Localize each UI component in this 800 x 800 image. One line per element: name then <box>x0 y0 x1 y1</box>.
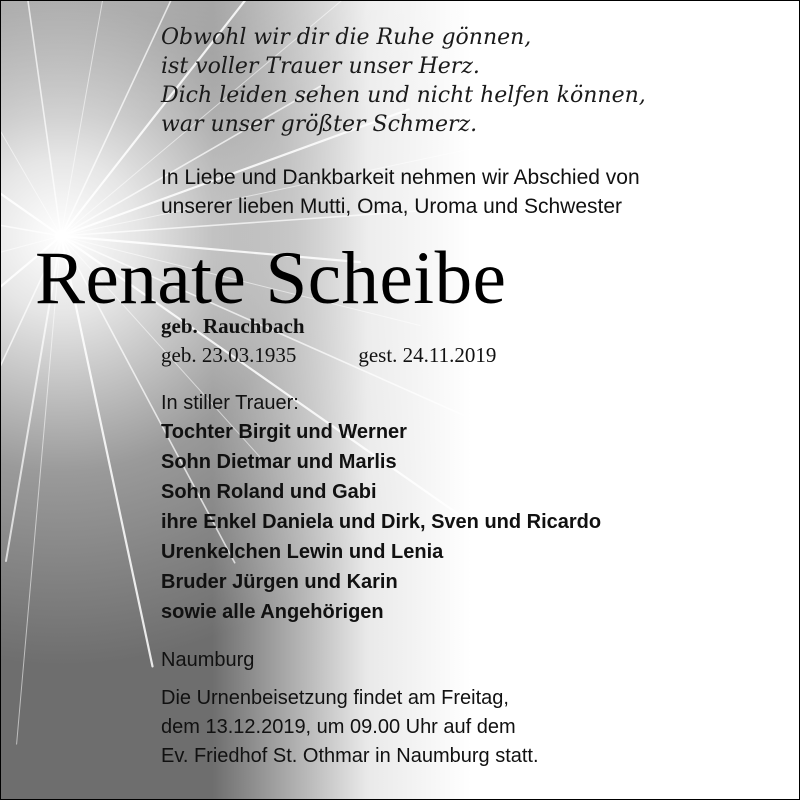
funeral-line: Ev. Friedhof St. Othmar in Naumburg statt. <box>161 745 539 767</box>
funeral-info <box>161 684 539 771</box>
list-item: Sohn Roland und Gabi <box>161 481 377 503</box>
intro-line: unserer lieben Mutti, Oma, Uroma und Schwester <box>161 195 623 218</box>
funeral-line: Die Urnenbeisetzung findet am Freitag, <box>161 687 509 709</box>
list-item: Tochter Birgit und Werner <box>161 421 407 443</box>
birth-date: geb. 23.03.1935 <box>161 343 297 367</box>
farewell-intro <box>161 163 640 221</box>
list-item: Bruder Jürgen und Karin <box>161 571 398 593</box>
death-date: gest. 24.11.2019 <box>358 343 497 367</box>
deceased-name: Renate Scheibe <box>35 237 507 320</box>
poem-line: Obwohl wir dir die Ruhe gönnen, <box>161 25 532 50</box>
intro-line: In Liebe und Dankbarkeit nehmen wir Abschied von <box>161 166 640 189</box>
list-item: ihre Enkel Daniela und Dirk, Sven und Ricardo <box>161 511 602 533</box>
poem-line: war unser größter Schmerz. <box>161 112 478 137</box>
list-item: Urenkelchen Lewin und Lenia <box>161 541 444 563</box>
birth-name: geb. Rauchbach <box>161 314 305 338</box>
funeral-line: dem 13.12.2019, um 09.00 Uhr auf dem <box>161 716 516 738</box>
poem-line: Dich leiden sehen und nicht helfen können, <box>161 83 646 108</box>
poem-line: ist voller Trauer unser Herz. <box>161 54 480 79</box>
list-item: sowie alle Angehörigen <box>161 601 384 623</box>
mourners-label: In stiller Trauer: <box>161 392 299 414</box>
place-name: Naumburg <box>161 649 255 671</box>
mourners-list <box>161 417 601 627</box>
life-dates <box>161 341 496 369</box>
poem <box>161 23 646 139</box>
list-item: Sohn Dietmar und Marlis <box>161 451 397 473</box>
